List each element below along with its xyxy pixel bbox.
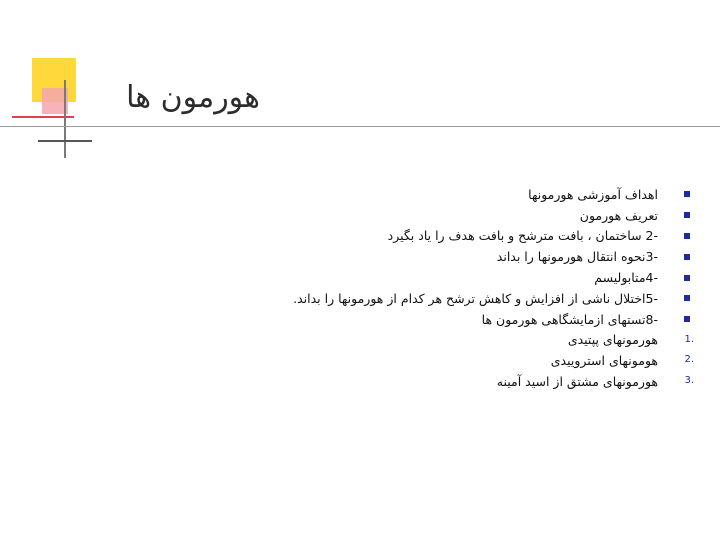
list-item-text: -3نحوه انتقال هورمونها را بداند [496,249,658,265]
list-item [50,205,690,226]
list-item-text: -5اختلال ناشی از افزایش و کاهش ترشح هر کدام از هورمونها را بداند. [293,290,658,306]
list-item-text: -4متابولیسم [594,270,658,286]
slide-title: هورمون ها [126,80,260,115]
list-number: 2. [684,354,694,366]
list-item-text: هورمونهای پپتیدی [567,332,658,348]
decor-dark-dash [38,140,92,142]
square-bullet-icon [684,233,690,239]
list-number: 3. [684,375,694,387]
list-item [50,309,690,330]
slide-content [50,184,694,392]
list-item-text: -2 ساختمان ، بافت مترشح و بافت هدف را یاد بگیرد [387,228,658,244]
list-item [50,246,690,267]
list-item-text: اهداف آموزشی هورمونها [528,186,658,202]
list-number: 1. [684,333,694,345]
list-item [50,184,690,205]
list-item [50,267,690,288]
list-item-text: هورمونهای مشتق از اسید آمینه [496,374,658,390]
square-bullet-icon [684,191,690,197]
list-item-numbered [50,330,694,351]
decor-vertical-line [64,80,66,158]
list-item-text: -8تستهای ازمایشگاهی هورمون ها [481,311,658,327]
square-bullet-icon [684,212,690,218]
square-bullet-icon [684,275,690,281]
square-bullet-icon [684,316,690,322]
square-bullet-icon [684,254,690,260]
list-item [50,226,690,247]
decor-horizontal-rule [0,126,720,127]
list-item-numbered [50,371,694,392]
list-item [50,288,690,309]
square-bullet-icon [684,295,690,301]
list-item-numbered [50,350,694,371]
list-item-text: هومونهای استروییدی [550,353,658,369]
list-item-text: تعریف هورمون [579,207,658,223]
